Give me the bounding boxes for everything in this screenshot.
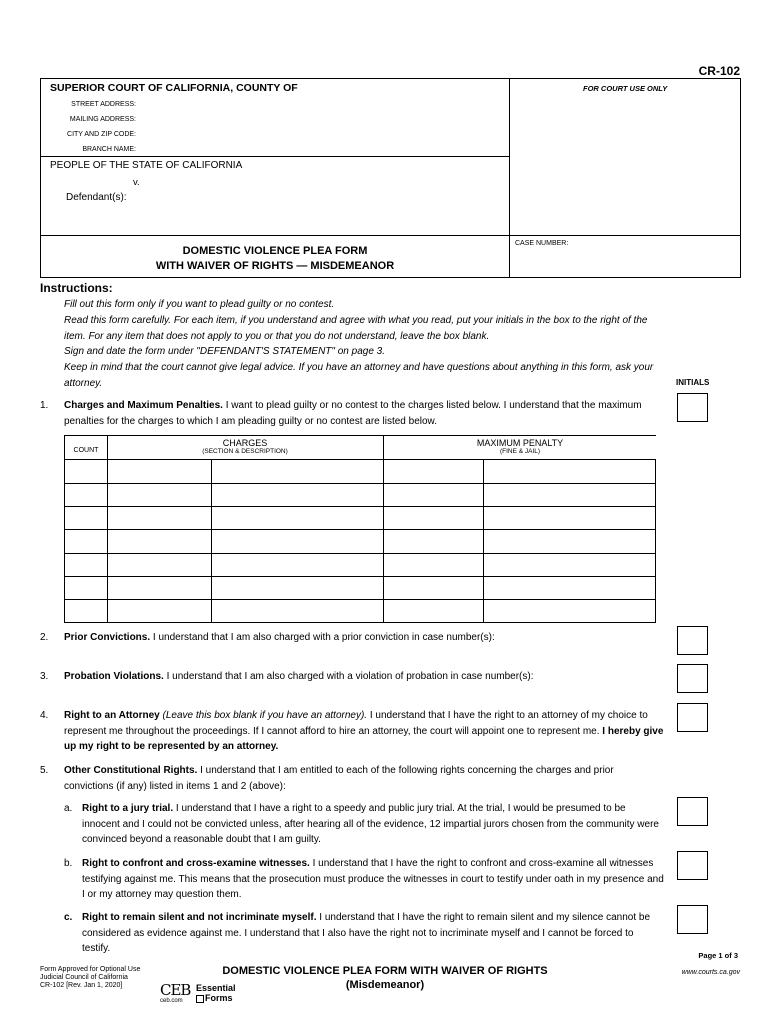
item-5-body: I understand that I am entitled to each of the following rights concerning the charges and prior convictions (if any) listed in items 1 and 2 (above):	[64, 765, 614, 792]
item-4-note: (Leave this box blank if you have an attorney).	[159, 710, 368, 721]
item-1-body: I want to plead guilty or no contest to the charges listed below. I understand that the maximum penalties for the charges to which I am pleading guilty or no contest are listed below.	[64, 400, 642, 427]
initials-box-2[interactable]	[677, 626, 708, 655]
item-5a-body: I understand that I have a right to a speedy and public jury trial. At the trial, I would be presumed to be innocent and I could not be convicted unless, after hearing all of the evidence, 12 impartial jurors chosen from the community were convinced beyond a reasonable doubt that I am guilty.	[82, 803, 659, 845]
charges-table	[64, 435, 656, 623]
charges-header-sub: (SECTION & DESCRIPTION)	[202, 448, 288, 455]
penalty-header-sub: (FINE & JAIL)	[499, 448, 541, 455]
street-address-label: STREET ADDRESS:	[71, 101, 136, 108]
caption-divider-1	[40, 156, 510, 157]
item-5c-letter: c.	[64, 912, 73, 923]
item-4-number: 4.	[40, 710, 49, 721]
instruction-line: Sign and date the form under "DEFENDANT'S STATEMENT" on page 3.	[64, 346, 385, 358]
item-5b-body: I understand that I have the right to confront and cross-examine all witnesses testifying against me. This means that the prosecution must produce the witnesses in court to testify under oath in my presence and I or my attorney may question them.	[82, 858, 664, 900]
instructions-heading: Instructions:	[40, 281, 113, 295]
case-number-label: CASE NUMBER:	[515, 240, 569, 247]
item-2-text	[64, 630, 664, 646]
essential-forms-logo	[196, 983, 236, 1003]
initials-box-3[interactable]	[677, 664, 708, 693]
item-4-waiver: I hereby give up my right to be represented by an attorney.	[64, 725, 664, 752]
item-3-text	[64, 669, 664, 685]
item-5-text	[64, 763, 664, 794]
forms-icon	[196, 995, 204, 1003]
item-1-number: 1.	[40, 400, 49, 411]
charges-header	[107, 438, 383, 455]
item-5c-heading: Right to remain silent and not incriminate myself.	[82, 912, 317, 923]
approval-line: Judicial Council of California	[40, 974, 128, 981]
item-5b-text	[64, 856, 664, 903]
court-use-label: FOR COURT USE ONLY	[583, 84, 668, 93]
item-5a-heading: Right to a jury trial.	[82, 803, 174, 814]
item-5c-text	[64, 910, 664, 957]
item-5a-letter: a.	[64, 803, 73, 814]
people-caption: PEOPLE OF THE STATE OF CALIFORNIA	[50, 160, 243, 171]
item-3-heading: Probation Violations.	[64, 671, 164, 682]
versus: v.	[133, 177, 140, 188]
instruction-line: Fill out this form only if you want to plead guilty or no contest.	[64, 299, 335, 310]
ceb-logo-url: ceb.com	[160, 998, 183, 1004]
approval-line: CR-102 [Rev. Jan 1, 2020]	[40, 982, 123, 989]
ceb-logo: CEB	[160, 981, 191, 999]
item-4-text	[64, 708, 664, 755]
form-title-line1: DOMESTIC VIOLENCE PLEA FORM	[182, 245, 368, 257]
item-3-body: I understand that I am also charged with a violation of probation in case number(s):	[163, 671, 534, 682]
form-title-line2: WITH WAIVER OF RIGHTS — MISDEMEANOR	[155, 260, 395, 272]
item-1-text	[64, 398, 664, 429]
table-row-divider	[65, 553, 655, 554]
essential-forms-logo-line1: Essential	[196, 983, 236, 993]
table-row-divider	[65, 459, 655, 460]
initials-box-5b[interactable]	[677, 851, 708, 880]
footer-title-line2: (Misdemeanor)	[345, 979, 425, 991]
item-5-heading: Other Constitutional Rights.	[64, 765, 198, 776]
item-4-body: I understand that I have the right to an attorney of my choice to represent me throughout the proceedings. If I cannot afford to hire an attorney, the court will appoint one to represent me.	[64, 710, 648, 737]
penalty-header-label: MAXIMUM PENALTY	[476, 438, 564, 448]
essential-forms-logo-line2	[196, 993, 236, 1003]
initials-box-5a[interactable]	[677, 797, 708, 826]
branch-name-label: BRANCH NAME:	[82, 146, 136, 153]
item-5c-body: I understand that I have the right to remain silent and my silence cannot be considered as evidence against me. I understand that I also have the right not to incriminate myself and I cannot be forced to testify.	[82, 912, 651, 954]
item-5b-heading: Right to confront and cross-examine witnesses.	[82, 858, 310, 869]
item-1-heading: Charges and Maximum Penalties.	[64, 400, 223, 411]
table-row-divider	[65, 576, 655, 577]
initials-box-1[interactable]	[677, 393, 708, 422]
item-2-heading: Prior Convictions.	[64, 632, 151, 643]
item-3-number: 3.	[40, 671, 49, 682]
item-5a-text	[64, 801, 664, 848]
table-row-divider	[65, 599, 655, 600]
instructions-text	[64, 297, 664, 392]
initials-label: INITIALS	[676, 378, 710, 387]
page-number: Page 1 of 3	[698, 951, 738, 960]
forms-label: Forms	[205, 993, 233, 1003]
initials-box-5c[interactable]	[677, 905, 708, 934]
item-5-number: 5.	[40, 765, 49, 776]
court-title: SUPERIOR COURT OF CALIFORNIA, COUNTY OF	[50, 82, 298, 94]
form-approval-info	[40, 966, 140, 990]
table-row-divider	[65, 529, 655, 530]
initials-box-4[interactable]	[677, 703, 708, 732]
charges-header-label: CHARGES	[222, 438, 268, 448]
penalty-header	[383, 438, 657, 455]
footer-title	[180, 964, 590, 992]
table-row-divider	[65, 483, 655, 484]
city-zip-label: CITY AND ZIP CODE:	[67, 131, 136, 138]
instruction-line: Keep in mind that the court cannot give legal advice. If you have an attorney and have questions about anything in this form, ask your attorney.	[64, 362, 654, 389]
approval-line: Form Approved for Optional Use	[40, 966, 141, 973]
item-2-number: 2.	[40, 632, 49, 643]
count-header: COUNT	[73, 447, 99, 454]
table-row-divider	[65, 506, 655, 507]
instruction-line: Read this form carefully. For each item, if you understand and agree with what you read, put your initials in the box to the right of the item. For any item that does not apply to you or that you do not understand, leave the box blank.	[64, 314, 648, 342]
form-title	[40, 244, 510, 274]
caption-divider-2	[40, 235, 741, 236]
item-2-body: I understand that I am also charged with a prior conviction in case number(s):	[150, 632, 495, 643]
defendant-label: Defendant(s):	[66, 192, 127, 203]
footer-title-line1: DOMESTIC VIOLENCE PLEA FORM WITH WAIVER OF RIGHTS	[222, 965, 548, 977]
website-link[interactable]: www.courts.ca.gov	[681, 969, 740, 976]
mailing-address-label: MAILING ADDRESS:	[69, 116, 136, 123]
form-id: CR-102	[698, 64, 740, 78]
item-4-heading: Right to an Attorney	[64, 710, 160, 721]
item-5b-letter: b.	[64, 858, 73, 869]
